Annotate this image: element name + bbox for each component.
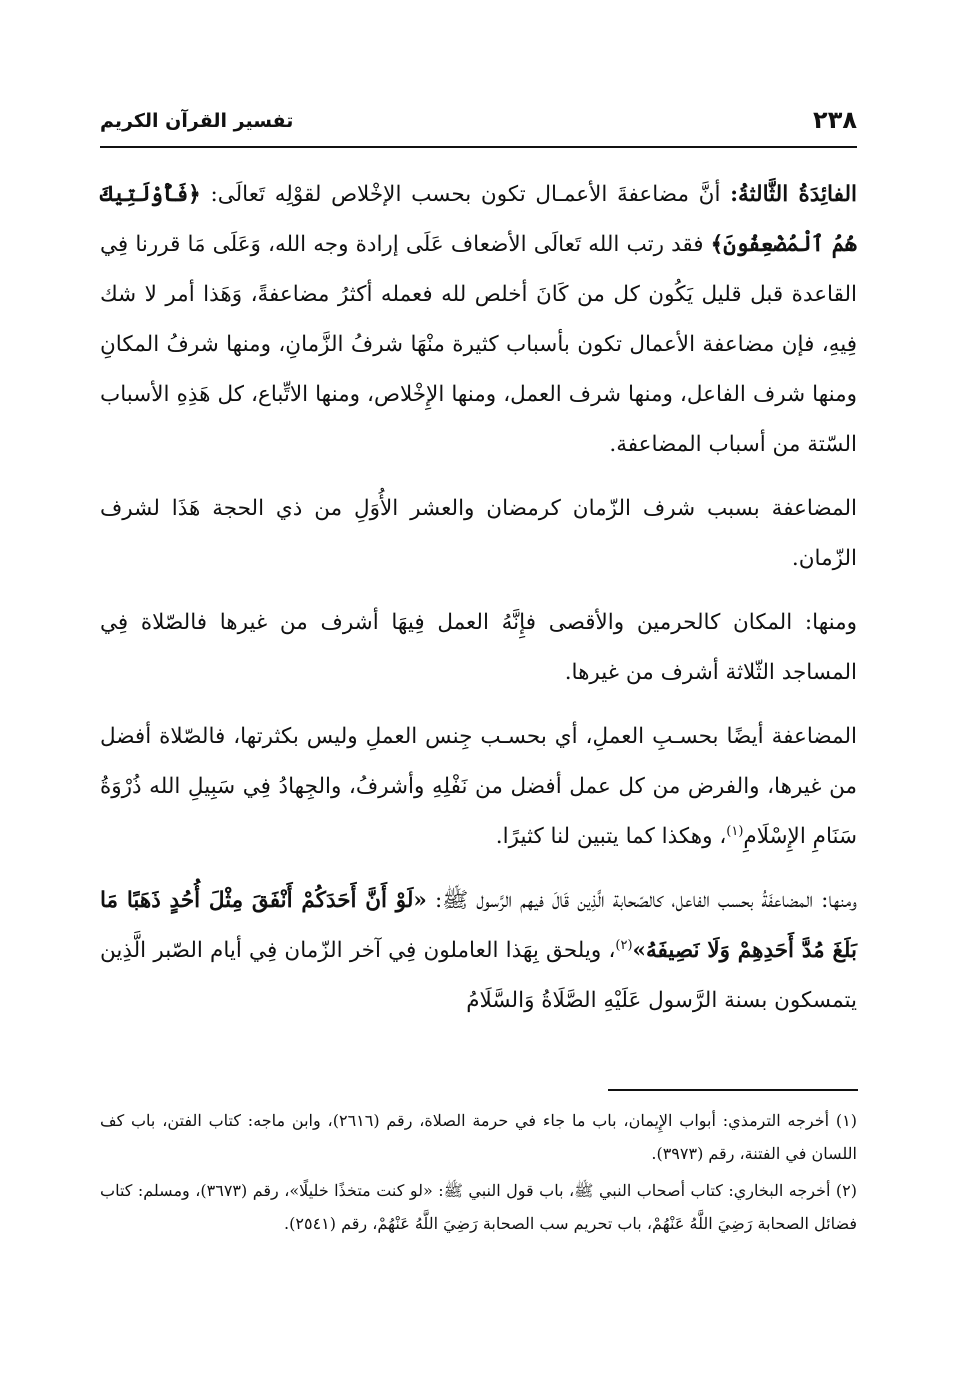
footnote-number: (٢) [835, 1181, 857, 1200]
body-text [100, 170, 857, 1040]
paragraph-deed [100, 712, 857, 862]
paragraph-doer [100, 876, 857, 1026]
footnote-divider [608, 1089, 858, 1091]
paragraph-text: ومنها: المكان كالحرمين والأقصى فإِنَّهُ العمل فِيهَا أشرف من غيرها فالصّلاة فِي المساجد الثّلاثة أشرف من غيرها. [100, 610, 857, 685]
paragraph-text: ، ويلحق بِهَذا العاملون فِي آخر الزّمان فِي أيام الصّبر الَّذِين يتمسكون بسنة الرَّسول عَلَيْهِ الصَّلَاةُ وَالسَّلَامُ [100, 938, 857, 1013]
hadith-quote: «لَوْ أَنَّ أَحَدَكُمْ أَنْفَقَ مِثْلَ أُحُدٍ ذَهَبًا مَا بَلَغَ مُدَّ أَحَدِهِمْ وَلَا نَصِيفَهُ» [100, 888, 858, 963]
book-title: تفسير القرآن الكريم [100, 110, 294, 132]
paragraph-time [100, 484, 857, 584]
paragraph-text: أنَّ مضاعفةَ الأعمـال تكون بحسب الإخْلاص لقوْلِه تَعالَى: [200, 182, 731, 207]
footnotes [100, 1104, 857, 1244]
quran-verse: ﴿فَأُوْلَتِيكَ هُمُ ٱلْمُضْعِفُونَ﴾ [100, 182, 857, 257]
page-number: ٢٣٨ [813, 106, 857, 134]
paragraph-text: فقد رتب الله تَعالَى الأضعاف عَلَى إرادة وجه الله، وَعَلَى مَا قررنا فِي القاعدة قبل قليل يَكُون كل من كَانَ أخلص لله فعمله أكثرُ مضاعفةً، وَهَذا أمر لا شك فِيهِ، فإن مضاعفة الأعمال تكون بأسباب كثيرة منْهَا شرفُ الزَّمانِ، ومنها شرفُ المكانِ ومنها شرف الفاعل، ومنها شرف العمل، ومنها الإِخْلاص، ومنها الاتِّباع، كل هَذِهِ الأسباب السّتة من أسباب المضاعفة. [100, 232, 857, 457]
footnote-text: أخرجه البخاري: كتاب أصحاب النبي ﷺ، باب قول النبي ﷺ: «لو كنت متخذًا خليلًا»، رقم (٣٦٧٣)، ومسلم: كتاب فضائل الصحابة رَضِيَ اللَّهُ عَنْهُمْ، باب تحريم سب الصحابة رَضِيَ اللَّهُ عَنْهُمْ، رقم (٢٥٤١). [100, 1181, 857, 1233]
page-header [100, 106, 857, 148]
footnote-item [100, 1104, 857, 1170]
footnote-reference: (١) [726, 823, 744, 839]
paragraph-third-benefit [100, 170, 857, 470]
footnote-text: أخرجه الترمذي: أبواب الإِيمان، باب ما جاء في حرمة الصلاة، رقم (٢٦١٦)، وابن ماجه: كتاب الفتن، باب كف اللسان في الفتنة، رقم (٣٩٧٣). [100, 1111, 857, 1163]
paragraph-text: المضاعفة بسبب شرف الزّمان كرمضان والعشر الأُوَلِ من ذي الحجة هَذَا لشرف الزّمان. [100, 496, 857, 571]
paragraph-text: المضاعفة أيضًا بحسـبِ العملِ، أي بحسـب جِنس العملِ وليس بكثرتها، فالصّلاة أفضل من غيرها، والفرض من كل عمل أفضل من نَفْلِهِ وأشرفُ، والجِهادُ فِي سَبِيلِ الله ذُرْوَةُ سَنَامِ الإِسْلَامِ [100, 724, 857, 849]
footnote-reference: (٢) [615, 937, 633, 953]
paragraph-text: ومنها: المضاعفَةُ بحسب الفاعل، كالصّحابة الَّذِين قَالَ فيهم الرَّسول ﷺ: [426, 888, 857, 913]
footnote-item [100, 1174, 857, 1240]
paragraph-place [100, 598, 857, 698]
footnote-number: (١) [835, 1111, 857, 1130]
paragraph-text: ، وهكذا كما يتبين لنا كثيرًا. [495, 824, 727, 849]
benefit-heading: الفائِدَةُ الثَّالثةُ: [730, 182, 857, 207]
